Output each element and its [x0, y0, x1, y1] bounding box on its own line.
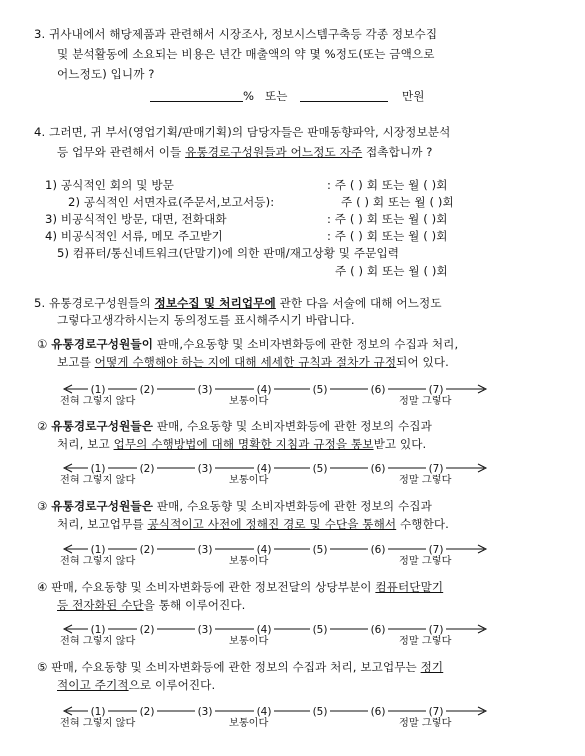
- statement-3-line2-pre: 처리, 보고업무를: [57, 517, 148, 531]
- likert-scale-1-mid-anchor: 보통이다: [229, 396, 269, 407]
- likert-scale-4-left-anchor: 전혀 그렇지 않다: [60, 636, 136, 647]
- likert-scale-2-point-7[interactable]: (7): [428, 463, 444, 475]
- likert-scale-3-left-anchor: 전혀 그렇지 않다: [60, 556, 136, 567]
- statement-1-line2: [57, 355, 449, 369]
- likert-scale-4-point-7[interactable]: (7): [428, 624, 444, 636]
- q4-item-1-freq[interactable]: : 주 ( ) 회 또는 월 ( )회: [327, 178, 448, 192]
- statement-3-subject: 유통경로구성원들은: [51, 499, 153, 513]
- likert-scale-5-point-5[interactable]: (5): [312, 706, 328, 718]
- likert-scale-3-mid-anchor: 보통이다: [229, 556, 269, 567]
- statement-5-text: 판매, 수요동향 및 소비자변화등에 관한 정보의 수집과 처리, 보고업무는: [51, 660, 421, 674]
- likert-scale-2-point-3[interactable]: (3): [197, 463, 213, 475]
- statement-3-line1: [37, 499, 432, 513]
- statement-5-line2-post: 으로 이루어진다.: [128, 678, 216, 692]
- likert-scale-1-point-3[interactable]: (3): [197, 384, 213, 396]
- q5-line1-pre: 5. 유통경로구성원들의: [34, 296, 155, 310]
- likert-scale-4-point-1[interactable]: (1): [90, 624, 106, 636]
- likert-scale-2-point-6[interactable]: (6): [370, 463, 386, 475]
- likert-scale-1-left-anchor: 전혀 그렇지 않다: [60, 396, 136, 407]
- likert-scale-1-point-7[interactable]: (7): [428, 384, 444, 396]
- likert-scale-5-right-anchor: 정말 그렇다: [399, 718, 452, 729]
- likert-scale-2-point-5[interactable]: (5): [312, 463, 328, 475]
- likert-scale-1-right-anchor: 정말 그렇다: [399, 396, 452, 407]
- statement-1-line2-post: 되어 있다.: [396, 355, 449, 369]
- q4-line1: 4. 그러면, 귀 부서(영업기획/판매기획)의 담당자들은 판매동향파악, 시장정보분석: [34, 125, 451, 139]
- likert-scale-2-point-1[interactable]: (1): [90, 463, 106, 475]
- q4-line2: [57, 145, 433, 159]
- likert-scale-5-point-7[interactable]: (7): [428, 706, 444, 718]
- statement-5-number: ⑤: [37, 660, 48, 674]
- statement-4-number: ④: [37, 580, 48, 594]
- statement-2-line2-post: 받고 있다.: [373, 437, 427, 451]
- q3-line3: 어느정도) 입니까 ?: [57, 67, 155, 81]
- statement-5-line1: [37, 660, 443, 674]
- q3-amount-blank[interactable]: [300, 101, 388, 102]
- q3-or-word: 또는: [265, 89, 288, 103]
- statement-1-line2-underlined: 어떻게 수행해야 하는 지에 대해 세세한 규칙과 절차가 규정: [94, 355, 397, 369]
- likert-scale-3-right-anchor: 정말 그렇다: [399, 556, 452, 567]
- statement-3-text: 판매, 수요동향 및 소비자변화등에 관한 정보의 수집과: [153, 499, 432, 513]
- q4-line2-underlined: 유통경로구성원들과 어느정도 자주: [185, 145, 363, 159]
- statement-1-number: ①: [37, 337, 48, 351]
- likert-scale-3-point-5[interactable]: (5): [312, 544, 328, 556]
- q5-line1: [34, 296, 442, 310]
- statement-1-line1: [37, 337, 458, 351]
- statement-4-line2: [57, 598, 245, 612]
- q3-percent-blank[interactable]: [150, 101, 243, 102]
- statement-2-line1: [37, 419, 432, 433]
- likert-scale-4-point-6[interactable]: (6): [370, 624, 386, 636]
- likert-scale-2-mid-anchor: 보통이다: [229, 475, 269, 486]
- likert-scale-5-point-2[interactable]: (2): [139, 706, 155, 718]
- likert-scale-4-mid-anchor: 보통이다: [229, 636, 269, 647]
- statement-4-line1: [37, 580, 443, 594]
- q3-line1: 3. 귀사내에서 해당제품과 관련해서 시장조사, 정보시스템구축등 각종 정보수집: [34, 27, 438, 41]
- likert-scale-4-point-2[interactable]: (2): [139, 624, 155, 636]
- statement-5-line1-underlined: 정기: [420, 660, 444, 674]
- likert-scale-1-point-5[interactable]: (5): [312, 384, 328, 396]
- q4-line2-pre: 등 업무와 관련해서 이들: [57, 145, 186, 159]
- statement-1-text: 판매,수요동향 및 소비자변화등에 관한 정보의 수집과 처리,: [153, 337, 459, 351]
- likert-scale-4-point-4[interactable]: (4): [256, 624, 272, 636]
- statement-4-line2-post: 을 통해 이루어진다.: [143, 598, 246, 612]
- likert-scale-4-right-anchor: 정말 그렇다: [399, 636, 452, 647]
- likert-scale-2-right-anchor: 정말 그렇다: [399, 475, 452, 486]
- q4-item-5-freq[interactable]: 주 ( ) 회 또는 월 ( )회: [335, 264, 448, 278]
- q5-line1-emphasis: 정보수집 및 처리업무에: [154, 296, 276, 310]
- likert-scale-1-point-2[interactable]: (2): [139, 384, 155, 396]
- q3-line2: 및 분석활동에 소요되는 비용은 년간 매출액의 약 몇 %정도(또는 금액으로: [57, 47, 435, 61]
- likert-scale-2-left-anchor: 전혀 그렇지 않다: [60, 475, 136, 486]
- q4-item-2-label: 2) 공식적인 서면자료(주문서,보고서등):: [68, 195, 275, 209]
- statement-2-subject: 유통경로구성원들은: [51, 419, 153, 433]
- likert-scale-4-point-5[interactable]: (5): [312, 624, 328, 636]
- q4-item-1-label: 1) 공식적인 회의 및 방문: [45, 178, 174, 192]
- statement-3-line2-post: 수행한다.: [396, 517, 449, 531]
- likert-scale-3-point-3[interactable]: (3): [197, 544, 213, 556]
- likert-scale-5-mid-anchor: 보통이다: [229, 718, 269, 729]
- likert-scale-3-point-7[interactable]: (7): [428, 544, 444, 556]
- q3-won-unit: 만원: [402, 89, 425, 103]
- likert-scale-3-point-6[interactable]: (6): [370, 544, 386, 556]
- q4-item-3-freq[interactable]: : 주 ( ) 회 또는 월 ( )회: [327, 212, 448, 226]
- likert-scale-5-point-6[interactable]: (6): [370, 706, 386, 718]
- likert-scale-1-point-1[interactable]: (1): [90, 384, 106, 396]
- q4-item-4-label: 4) 비공식적인 서류, 메모 주고받기: [45, 229, 223, 243]
- likert-scale-2-point-2[interactable]: (2): [139, 463, 155, 475]
- likert-scale-5-left-anchor: 전혀 그렇지 않다: [60, 718, 136, 729]
- statement-2-line2-underlined: 업무의 수행방법에 대해 명확한 지침과 규정을 통보: [113, 437, 374, 451]
- likert-scale-4-point-3[interactable]: (3): [197, 624, 213, 636]
- statement-4-line2-underlined: 등 전자화된 수단: [57, 598, 144, 612]
- statement-4-line1-underlined: 컴퓨터단말기: [375, 580, 444, 594]
- statement-1-line2-pre: 보고를: [57, 355, 95, 369]
- statement-2-number: ②: [37, 419, 48, 433]
- statement-2-line2: [57, 437, 426, 451]
- statement-5-line2: [57, 678, 215, 692]
- likert-scale-3-point-1[interactable]: (1): [90, 544, 106, 556]
- q5-line2: 그렇다고생각하시는지 동의정도를 표시해주시기 바랍니다.: [57, 313, 355, 327]
- statement-3-line2: [57, 517, 449, 531]
- statement-2-text: 판매, 수요동향 및 소비자변화등에 관한 정보의 수집과: [153, 419, 432, 433]
- likert-scale-5-point-3[interactable]: (3): [197, 706, 213, 718]
- likert-scale-1-point-4[interactable]: (4): [256, 384, 272, 396]
- statement-3-line2-underlined: 공식적이고 사전에 정해진 경로 및 수단을 통해서: [147, 517, 397, 531]
- statement-4-text: 판매, 수요동향 및 소비자변화등에 관한 정보전달의 상당부분이: [51, 580, 376, 594]
- likert-scale-5-point-4[interactable]: (4): [256, 706, 272, 718]
- likert-scale-2-point-4[interactable]: (4): [256, 463, 272, 475]
- likert-scale-5-point-1[interactable]: (1): [90, 706, 106, 718]
- statement-1-subject: 유통경로구성원들이: [51, 337, 153, 351]
- statement-3-number: ③: [37, 499, 48, 513]
- q4-item-4-freq[interactable]: : 주 ( ) 회 또는 월 ( )회: [327, 229, 448, 243]
- statement-2-line2-pre: 처리, 보고: [57, 437, 114, 451]
- q3-percent-unit: %: [243, 89, 255, 103]
- likert-scale-3-point-4[interactable]: (4): [256, 544, 272, 556]
- likert-scale-3-point-2[interactable]: (2): [139, 544, 155, 556]
- q4-item-3-label: 3) 비공식적인 방문, 대면, 전화대화: [45, 212, 227, 226]
- statement-5-line2-underlined: 적이고 주기적: [57, 678, 129, 692]
- q4-item-5-label: 5) 컴퓨터/통신네트워크(단말기)에 의한 판매/재고상황 및 주문입력: [57, 246, 400, 260]
- q4-item-2-freq[interactable]: 주 ( ) 회 또는 월 ( )회: [341, 195, 454, 209]
- q5-line1-post: 관한 다음 서술에 대해 어느정도: [275, 296, 442, 310]
- q4-line2-post: 접촉합니까 ?: [362, 145, 433, 159]
- likert-scale-1-point-6[interactable]: (6): [370, 384, 386, 396]
